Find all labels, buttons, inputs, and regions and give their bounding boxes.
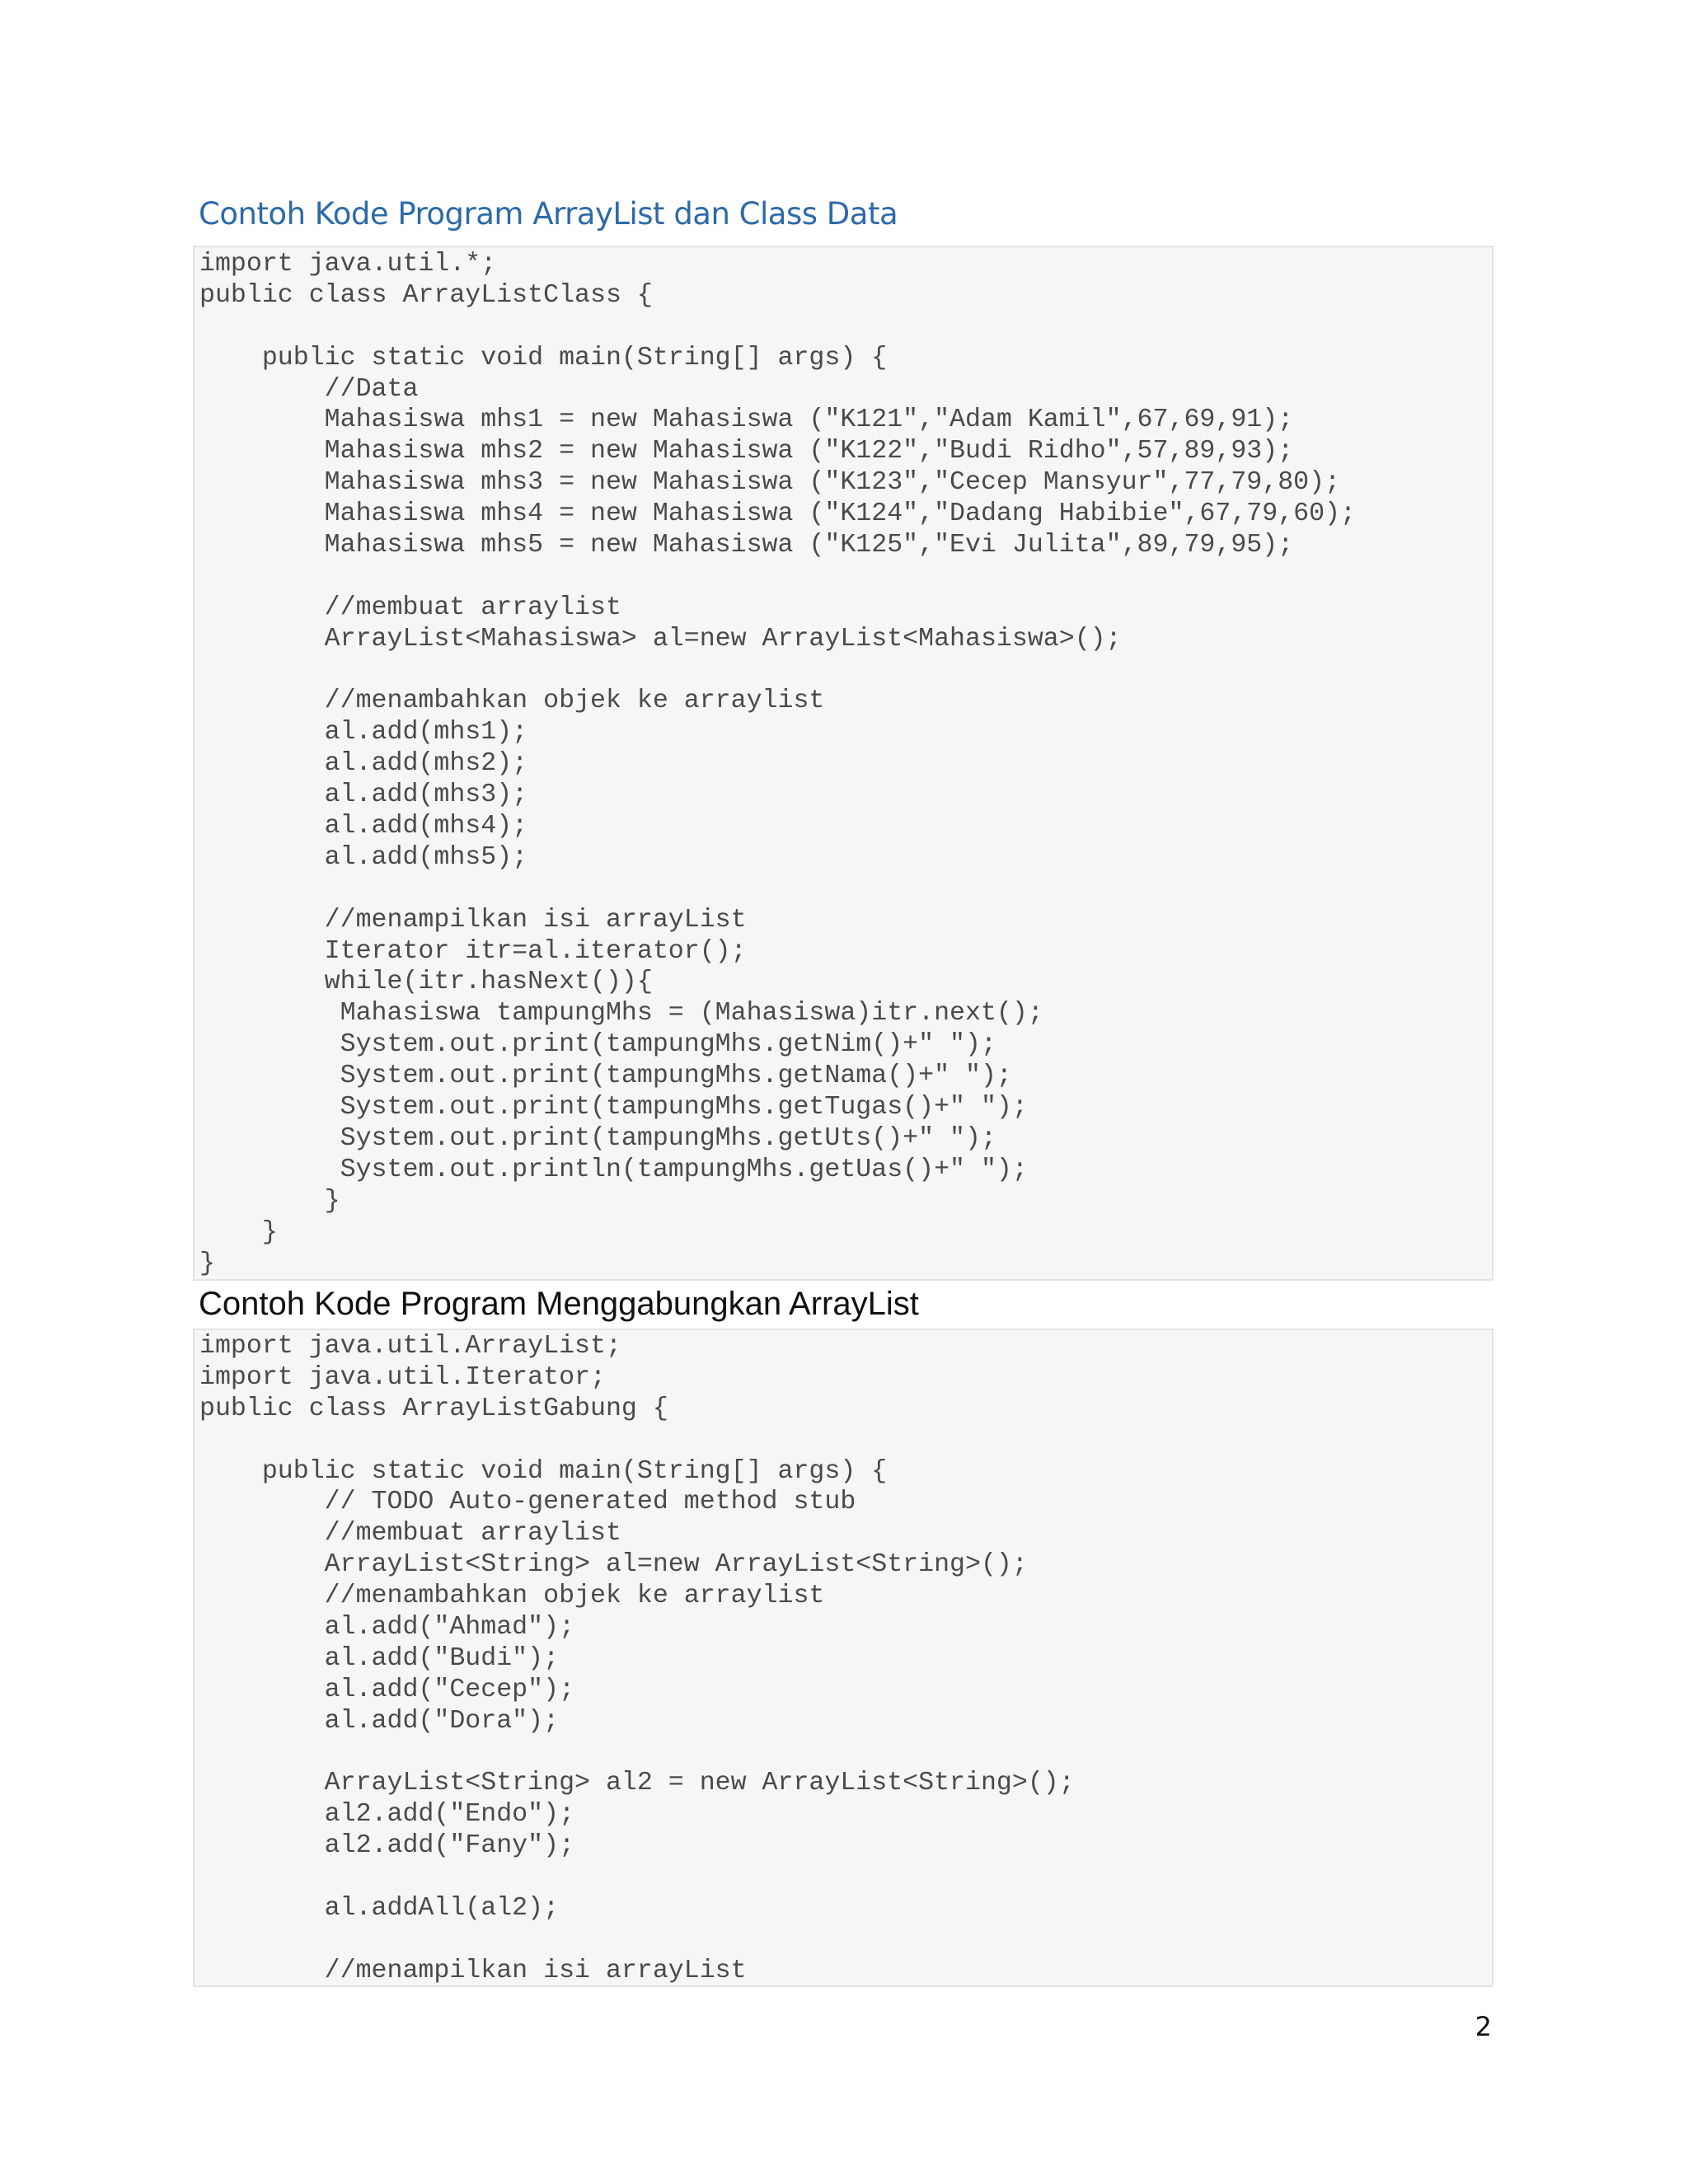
code-line: } [199, 1249, 215, 1278]
code-line: Mahasiswa mhs3 = new Mahasiswa ("K123","Cecep Mansyur",77,79,80); [199, 468, 1341, 498]
code-line: ArrayList<String> al2 = new ArrayList<String>(); [199, 1769, 1075, 1798]
code-line: //membuat arraylist [199, 1519, 621, 1549]
code-block-arraylist-class [193, 246, 1493, 1281]
code-line: al.add(mhs1); [199, 718, 528, 748]
code-line: ArrayList<Mahasiswa> al=new ArrayList<Mahasiswa>(); [199, 624, 1122, 654]
code-line: } [199, 1217, 278, 1247]
code-line: al.add("Cecep"); [199, 1675, 575, 1704]
code-line: Mahasiswa mhs5 = new Mahasiswa ("K125","Evi Julita",89,79,95); [199, 531, 1294, 560]
code-line: } [199, 1186, 340, 1216]
code-line: Mahasiswa mhs4 = new Mahasiswa ("K124","Dadang Habibie",67,79,60); [199, 499, 1356, 529]
code-line: //Data [199, 374, 419, 404]
code-line: System.out.println(tampungMhs.getUas()+" "); [199, 1155, 1028, 1184]
code-line: //menambahkan objek ke arraylist [199, 1582, 825, 1611]
code-line: Iterator itr=al.iterator(); [199, 936, 747, 966]
code-line: al.add(mhs4); [199, 812, 528, 841]
code-line: //menambahkan objek ke arraylist [199, 687, 825, 716]
code-line: al2.add("Fany"); [199, 1831, 575, 1861]
code-line: al.addAll(al2); [199, 1894, 560, 1924]
code-line: System.out.print(tampungMhs.getTugas()+" "); [199, 1093, 1028, 1122]
code-line: public static void main(String[] args) { [199, 1456, 888, 1486]
code-line: import java.util.*; [199, 250, 497, 279]
code-line [195, 1924, 1492, 1956]
section-heading-arraylist-gabung: Contoh Kode Program Menggabungkan ArrayList [199, 1286, 919, 1322]
code-line: ArrayList<String> al=new ArrayList<String>(); [199, 1550, 1028, 1580]
code-lines [195, 247, 1492, 1279]
code-line: Mahasiswa tampungMhs = (Mahasiswa)itr.next(); [199, 999, 1043, 1029]
code-line: public static void main(String[] args) { [199, 343, 888, 373]
code-line: import java.util.Iterator; [199, 1362, 606, 1392]
code-line: while(itr.hasNext()){ [199, 968, 653, 997]
code-line: al2.add("Endo"); [199, 1800, 575, 1830]
code-lines [195, 1330, 1492, 1987]
code-block-arraylist-gabung [193, 1329, 1493, 1987]
code-line: // TODO Auto-generated method stub [199, 1488, 856, 1517]
code-line: //menampilkan isi arrayList [199, 1956, 747, 1985]
code-line: import java.util.ArrayList; [199, 1332, 621, 1361]
code-line: System.out.print(tampungMhs.getNama()+" "); [199, 1062, 1012, 1091]
code-line: public class ArrayListGabung { [199, 1394, 668, 1423]
code-line: al.add(mhs3); [199, 780, 528, 810]
code-line [195, 874, 1492, 905]
code-line: al.add("Budi"); [199, 1643, 560, 1673]
code-line [195, 1425, 1492, 1456]
code-line [195, 1862, 1492, 1893]
code-line: Mahasiswa mhs1 = new Mahasiswa ("K121","Adam Kamil",67,69,91); [199, 405, 1294, 435]
code-line: System.out.print(tampungMhs.getUts()+" "); [199, 1123, 996, 1153]
code-line [195, 561, 1492, 593]
page-number: 2 [1475, 2011, 1492, 2042]
code-line [195, 312, 1492, 343]
code-line: al.add(mhs5); [199, 842, 528, 872]
code-line: //menampilkan isi arrayList [199, 905, 747, 935]
code-line [195, 1737, 1492, 1769]
code-line: al.add("Dora"); [199, 1706, 560, 1736]
code-line: //membuat arraylist [199, 593, 621, 622]
code-line [195, 655, 1492, 687]
code-line: System.out.print(tampungMhs.getNim()+" "); [199, 1030, 996, 1060]
section-heading-arraylist-class: Contoh Kode Program ArrayList dan Class Data [199, 196, 898, 232]
code-line: al.add("Ahmad"); [199, 1613, 575, 1643]
code-line: Mahasiswa mhs2 = new Mahasiswa ("K122","Budi Ridho",57,89,93); [199, 437, 1294, 466]
code-line: public class ArrayListClass { [199, 280, 653, 310]
code-line: al.add(mhs2); [199, 749, 528, 779]
